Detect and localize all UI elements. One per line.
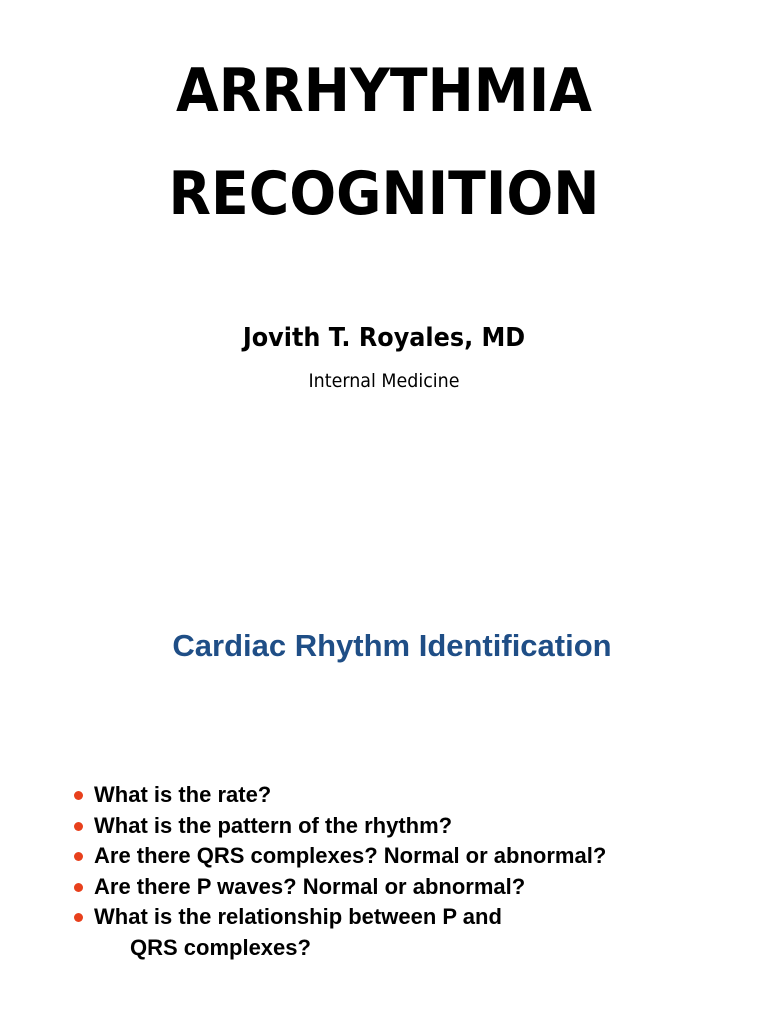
list-item-text: Are there QRS complexes? Normal or abnormal? bbox=[94, 843, 607, 868]
bullet-dot-icon bbox=[74, 883, 83, 892]
bullet-dot-icon bbox=[74, 791, 83, 800]
bullet-dot-icon bbox=[74, 913, 83, 922]
list-item bbox=[68, 902, 748, 963]
bullet-dot-icon bbox=[74, 852, 83, 861]
author-department: Internal Medicine bbox=[308, 370, 460, 392]
question-list bbox=[68, 780, 748, 963]
list-item bbox=[68, 780, 748, 811]
list-item-continuation: QRS complexes? bbox=[130, 934, 311, 960]
title-line-1: ARRHYTHMIA bbox=[176, 56, 592, 126]
list-item bbox=[68, 841, 748, 872]
bullet-dot-icon bbox=[74, 822, 83, 831]
list-item bbox=[68, 872, 748, 903]
list-item-text: Are there P waves? Normal or abnormal? bbox=[94, 873, 526, 899]
list-item-text: What is the relationship between P and bbox=[94, 904, 502, 929]
list-item-text: What is the rate? bbox=[94, 782, 272, 807]
content-slide-heading: Cardiac Rhythm Identification bbox=[172, 628, 612, 663]
author-name: Jovith T. Royales, MD bbox=[242, 323, 526, 353]
list-item-text: What is the pattern of the rhythm? bbox=[94, 812, 453, 838]
list-item bbox=[68, 811, 748, 842]
title-slide bbox=[0, 0, 768, 500]
title-line-2: RECOGNITION bbox=[168, 159, 600, 229]
